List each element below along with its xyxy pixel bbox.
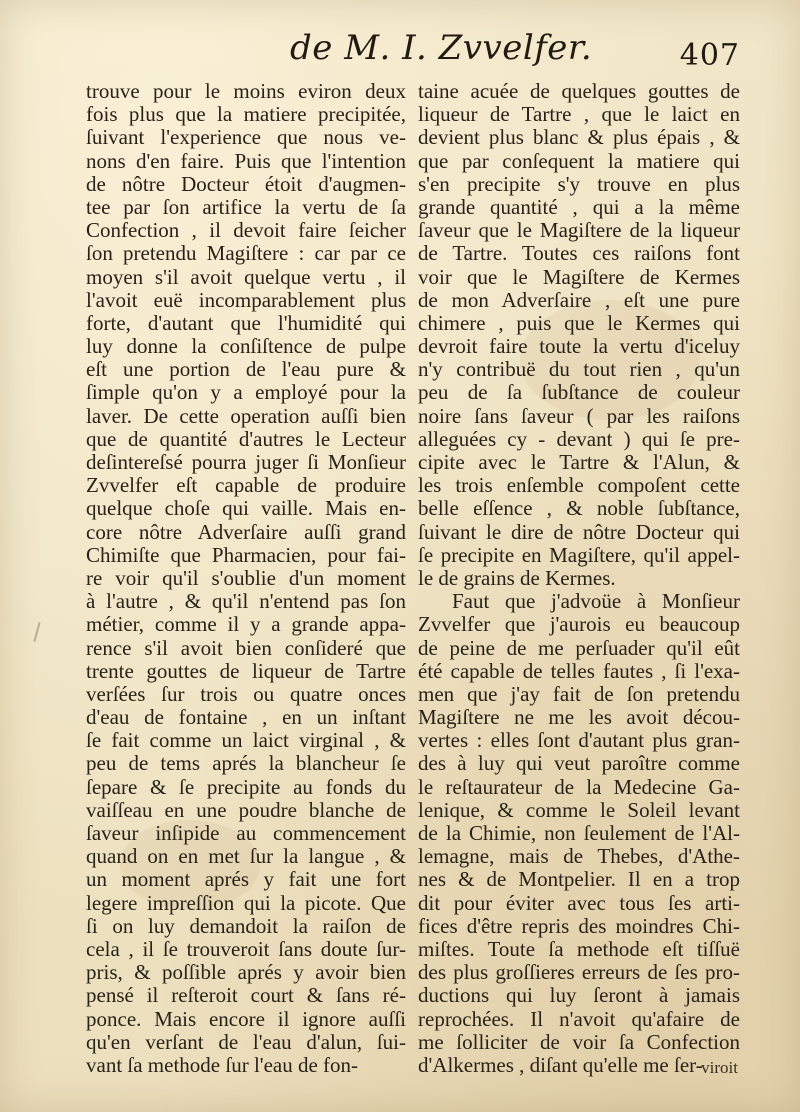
text-line: s'en precipite s'y trouve en plus: [418, 171, 740, 196]
text-line: métier, comme il y a grande appa-: [86, 612, 406, 637]
margin-mark: [33, 622, 40, 642]
right-text-column: [418, 80, 740, 1077]
text-line: dit pour éviter avec tous ſes arti-: [418, 890, 740, 915]
text-line: forte, d'autant que l'humidité qui: [86, 310, 406, 335]
text-line: de nôtre Docteur étoit d'augmen-: [86, 171, 406, 196]
text-line: nons d'en faire. Puis que l'intention: [86, 148, 406, 173]
text-line: de la Chimie, non ſeulement de l'Al-: [418, 821, 740, 845]
text-line: ſon pretendu Magiſtere : car par ce: [86, 241, 406, 266]
text-line: un moment aprés y fait une fort: [86, 867, 406, 892]
text-line: voir que le Magiſtere de Kermes: [418, 264, 740, 289]
text-line: Zvvelfer eſt capable de produire: [86, 473, 406, 498]
text-line: miſtes. Toute ſa methode eſt tiſſuë: [418, 936, 740, 961]
text-line: Magiſtere ne me les avoit décou-: [418, 705, 740, 730]
text-line: deſintereſsé pourra juger ſi Monſieur: [86, 450, 406, 474]
text-line: ſuivant le dire de nôtre Docteur qui: [418, 519, 740, 544]
text-line: l'avoit euë incomparablement plus: [86, 287, 406, 312]
text-line: luy donne la conſiſtence de pulpe: [86, 334, 406, 359]
text-line: vertes : elles ſont d'autant plus gran-: [418, 728, 740, 753]
text-line: ponce. Mais encore il ignore auſſi: [86, 1006, 406, 1031]
text-line: trouve pour le moins eviron deux: [86, 79, 406, 103]
text-line: n'y contribuë du tout rien , qu'un: [418, 357, 740, 382]
text-line: ſepare & ſe precipite au fonds du: [86, 774, 406, 799]
text-line: été capable de telles fautes , ſi l'exa-: [418, 658, 740, 683]
text-line: vant ſa methode ſur l'eau de fon-: [86, 1052, 359, 1077]
text-line: qu'en verſant de l'eau d'alun, ſui-: [86, 1029, 406, 1054]
text-line: fois plus que la matiere precipitée,: [86, 102, 406, 127]
text-line: taine acuée de quelques gouttes de: [418, 79, 740, 103]
text-line: chimere , puis que le Kermes qui: [418, 310, 740, 335]
text-line: ſi on luy demandoit la raiſon de: [86, 913, 406, 938]
text-line: legere impreſſion qui la picote. Que: [86, 890, 406, 915]
page-number: 407: [679, 38, 740, 73]
text-line: que de quantité d'autres le Lecteur: [86, 426, 406, 451]
text-line: ductions qui luy ſeront à jamais: [418, 983, 740, 1008]
text-line: men que j'ay fait de ſon pretendu: [418, 681, 740, 706]
text-line: les trois enſemble compoſent cette: [418, 473, 740, 498]
text-line: ſaveur inſipide au commencement: [86, 821, 406, 845]
text-line: Confection , il devoit faire ſeicher: [86, 218, 406, 243]
text-line: devroit faire toute la vertu d'iceluy: [418, 334, 740, 359]
text-line: eſt une portion de l'eau pure &: [86, 357, 406, 382]
text-line: verſées ſur trois ou quatre onces: [86, 681, 406, 706]
text-line: belle eſſence , & noble ſubſtance,: [418, 496, 740, 521]
text-line: cela , il ſe trouveroit ſans doute ſur-: [86, 936, 406, 961]
text-line: de Tartre. Toutes ces raiſons font: [418, 241, 740, 266]
text-line: Chimiſte que Pharmacien, pour fai-: [86, 542, 406, 567]
text-line: de mon Adverſaire , eſt une pure: [418, 287, 740, 312]
text-line: pris, & poſſible aprés y avoir bien: [86, 960, 406, 985]
text-line: cipite avec le Tartre & l'Alun, &: [418, 450, 740, 474]
text-line: quelque choſe qui vaille. Mais en-: [86, 496, 406, 521]
text-line: de peine de me perſuader qu'il eût: [418, 635, 740, 660]
text-line: laver. De cette operation auſſi bien: [86, 403, 406, 428]
text-line: tee par ſon artifice la vertu de ſa: [86, 194, 406, 219]
text-line: le reſtaurateur de la Medecine Ga-: [418, 774, 740, 799]
text-line: ſe precipite en Magiſtere, qu'il appel-: [418, 542, 740, 567]
text-line: vaiſſeau en une poudre blanche de: [86, 797, 406, 822]
page-header: [290, 24, 740, 84]
text-line: pensé il reſteroit court & ſans ré-: [86, 983, 406, 1008]
text-line: grande quantité , qui a la même: [418, 194, 740, 219]
text-line: moyen s'il avoit quelque vertu , il: [86, 264, 406, 289]
text-line: ſimple qu'on y a employé pour la: [86, 380, 406, 405]
text-line: des plus groſſieres erreurs de ſes pro-: [418, 960, 740, 985]
text-line: fices d'être repris des moindres Chi-: [418, 913, 740, 938]
text-line: d'Alkermes , diſant qu'elle me ſer-: [418, 1052, 703, 1077]
text-line: d'eau de fontaine , en un inſtant: [86, 705, 406, 730]
text-line: lemagne, mais de Thebes, d'Athe-: [418, 844, 740, 869]
text-line: ſe fait comme un laict virginal , &: [86, 728, 406, 753]
text-line: Zvvelfer que j'aurois eu beaucoup: [418, 612, 740, 637]
text-line: liqueur de Tartre , que le laict en: [418, 102, 740, 127]
text-line: ſuivant l'experience que nous ve-: [86, 125, 406, 150]
text-line: me ſolliciter de voir ſa Confection: [418, 1029, 740, 1054]
catchword: viroit: [701, 1058, 738, 1077]
text-line: core nôtre Adverſaire auſſi grand: [86, 519, 406, 544]
text-line: noire ſans ſaveur ( par les raiſons: [418, 403, 740, 428]
text-line: re voir qu'il s'oublie d'un moment: [86, 565, 406, 590]
text-line: à l'autre , & qu'il n'entend pas ſon: [86, 589, 406, 614]
text-line: reprochées. Il n'avoit qu'afaire de: [418, 1006, 740, 1031]
text-line: le de grains de Kermes.: [418, 565, 616, 590]
text-line: nes & de Montpelier. Il en a trop: [418, 867, 740, 892]
text-line: que par conſequent la matiere qui: [418, 148, 740, 173]
text-line: rence s'il avoit bien conſideré que: [86, 635, 406, 660]
text-line: Faut que j'advoüe à Monſieur: [452, 589, 740, 614]
left-text-column: [86, 80, 406, 1077]
text-line: des à luy qui veut paroître comme: [418, 751, 740, 776]
text-line: ſaveur que le Magiſtere de la liqueur: [418, 218, 740, 243]
text-line: peu de tems aprés la blancheur ſe: [86, 751, 406, 776]
text-line: lenique, & comme le Soleil levant: [418, 797, 740, 822]
text-line: trente gouttes de liqueur de Tartre: [86, 658, 406, 683]
text-line: devient plus blanc & plus épais , &: [418, 125, 740, 150]
text-line: alleguées cy - devant ) qui ſe pre-: [418, 426, 740, 451]
text-line: peu de ſa ſubſtance de couleur: [418, 380, 740, 405]
text-line: quand on en met ſur la langue , &: [86, 844, 406, 869]
running-title: de M. I. Zvvelfer.: [290, 28, 593, 68]
